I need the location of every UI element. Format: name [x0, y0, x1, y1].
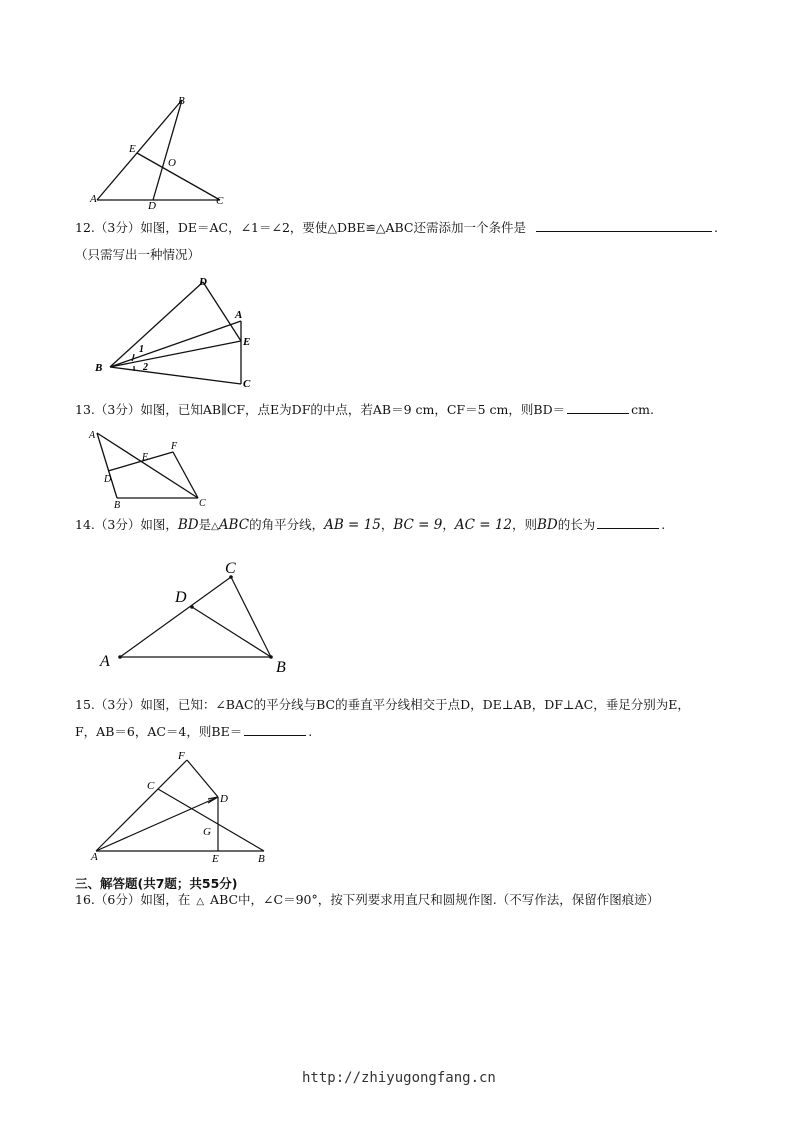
question-14 — [75, 515, 665, 537]
label-angle-2: 2 — [143, 362, 148, 373]
q14-mid: 的角平分线， — [249, 517, 325, 532]
label-C: C — [243, 378, 251, 390]
label-B: B — [258, 853, 265, 865]
q14-ab: AB = 15 — [324, 517, 381, 533]
q12-end: . — [713, 220, 718, 235]
label-B: B — [114, 500, 121, 511]
q14-end: . — [661, 517, 666, 532]
figure-q13-parallel — [85, 425, 215, 510]
label-B: B — [178, 95, 185, 107]
q14-sep2: ， — [442, 517, 455, 532]
label-C: C — [225, 560, 236, 577]
q15-end: . — [308, 724, 313, 739]
label-D: D — [148, 200, 156, 212]
triangle-symbol: △ — [196, 896, 205, 907]
label-D: D — [220, 793, 228, 805]
label-G: G — [203, 826, 211, 838]
question-13 — [75, 400, 654, 420]
triangle-symbol: △ — [211, 521, 219, 532]
q12-text: 12.（3分）如图，DE＝AC，∠1＝∠2，要使△DBE≌△ABC还需添加一个条件是 — [75, 220, 526, 235]
label-F: F — [171, 441, 178, 452]
question-15-line-2 — [75, 722, 312, 742]
label-A: A — [91, 851, 98, 863]
q12-note: （只需写出一种情况） — [75, 247, 201, 262]
q14-then: ，则 — [512, 517, 538, 532]
q14-is: 是 — [198, 517, 212, 532]
label-B: B — [95, 362, 103, 374]
q14-tail: 的长为 — [557, 517, 596, 532]
q15-line2-text: F，AB＝6，AC＝4，则BE＝ — [75, 724, 243, 739]
label-E: E — [212, 853, 219, 865]
label-D: D — [104, 474, 112, 485]
label-A: A — [235, 309, 243, 321]
q15-answer-blank[interactable] — [244, 723, 306, 736]
label-C: C — [199, 498, 206, 509]
q14-bd2: BD — [537, 517, 558, 533]
footer-url[interactable]: http://zhiyugongfang.cn — [302, 1070, 496, 1086]
q14-prefix: 14.（3分）如图， — [75, 517, 178, 532]
label-D: D — [175, 589, 187, 606]
label-O: O — [168, 157, 176, 169]
q13-answer-blank[interactable] — [567, 401, 629, 414]
figure-q11-triangle — [85, 92, 235, 212]
q13-text: 13.（3分）如图，已知AB∥CF，点E为DF的中点，若AB＝9 cm，CF＝5 cm，则BD＝ — [75, 402, 566, 417]
q14-bc: BC = 9 — [393, 517, 443, 533]
label-C: C — [216, 195, 224, 207]
figure-q14-bisector — [95, 555, 295, 675]
q14-answer-blank[interactable] — [597, 516, 659, 529]
section-3-title: 三、解答题(共7题；共55分) — [75, 876, 238, 891]
label-A: A — [89, 430, 96, 441]
label-E: E — [142, 452, 149, 463]
label-D: D — [199, 276, 207, 288]
label-angle-1: 1 — [139, 344, 144, 355]
q14-bd: BD — [177, 517, 199, 533]
question-12 — [75, 218, 718, 238]
label-C: C — [147, 780, 155, 792]
question-15-line-1: 15.（3分）如图，已知：∠BAC的平分线与BC的垂直平分线相交于点D，DE⊥AB，DF⊥AC，垂足分别为E， — [75, 697, 690, 712]
label-E: E — [243, 336, 251, 348]
q16-text: ABC中，∠C＝90°，按下列要求用直尺和圆规作图.（不写作法，保留作图痕迹） — [210, 892, 660, 907]
q14-abc: ABC — [218, 517, 250, 533]
figure-q12-angles — [90, 272, 260, 392]
q13-unit: cm. — [631, 402, 654, 417]
label-E: E — [129, 143, 136, 155]
question-16 — [75, 890, 659, 912]
q12-answer-blank[interactable] — [536, 219, 712, 232]
q14-sep1: ， — [380, 517, 394, 532]
q14-ac: AC = 12 — [454, 517, 512, 533]
label-B: B — [276, 659, 286, 676]
label-A: A — [90, 193, 97, 205]
label-A: A — [100, 653, 110, 670]
figure-q15-bisector — [88, 745, 278, 865]
label-F: F — [178, 750, 185, 762]
q16-prefix: 16.（6分）如图，在 — [75, 892, 191, 907]
